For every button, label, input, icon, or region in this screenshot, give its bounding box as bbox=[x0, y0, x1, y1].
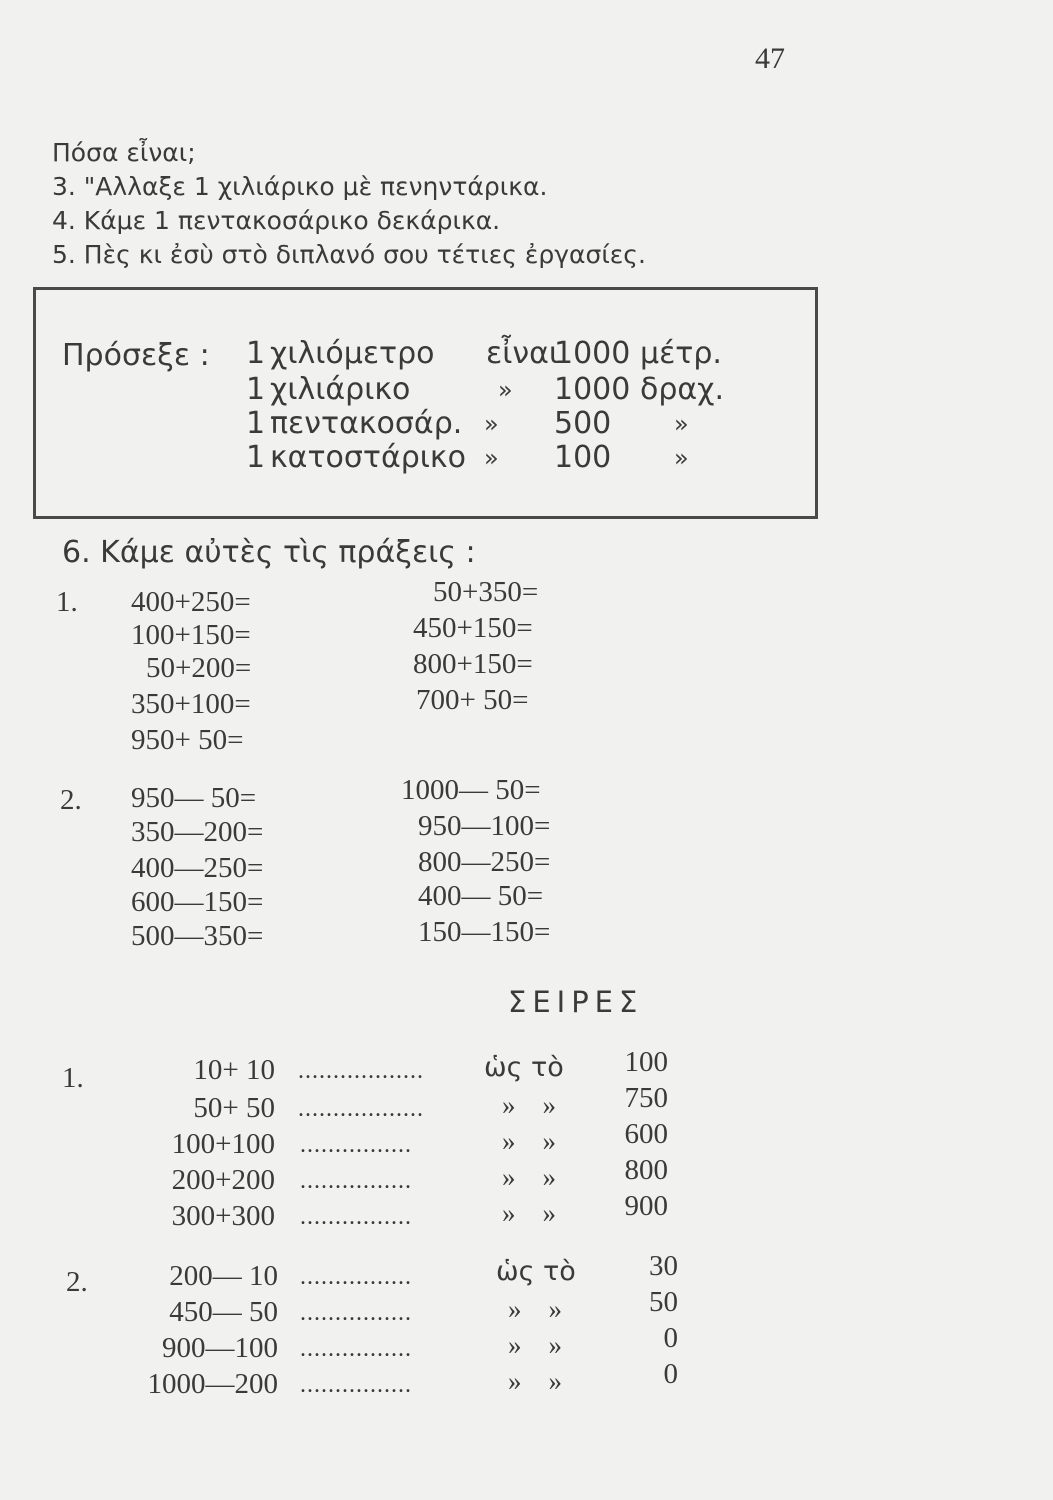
exercise: 950— 50= bbox=[131, 782, 257, 814]
series-value: 30 bbox=[649, 1250, 678, 1282]
row-qty: 1 bbox=[246, 372, 266, 407]
series-value: 600 bbox=[624, 1118, 668, 1150]
series-dots: ................ bbox=[300, 1372, 412, 1398]
exercise: 50+200= bbox=[146, 652, 252, 684]
series-value: 100 bbox=[624, 1046, 668, 1078]
exercise: 700+ 50= bbox=[416, 684, 529, 716]
row-amount: 1000 bbox=[554, 336, 631, 371]
attention-label: Πρόσεξε : bbox=[62, 338, 210, 373]
exercise: 500—350= bbox=[131, 920, 264, 952]
group-number: 1. bbox=[56, 586, 78, 618]
series-to: » » bbox=[502, 1126, 556, 1156]
series-to: ὡς τὸ bbox=[484, 1052, 564, 1083]
exercise: 150—150= bbox=[418, 916, 551, 948]
row-name: κατοστάρικο bbox=[270, 440, 466, 475]
series-value: 750 bbox=[624, 1082, 668, 1114]
row-amount: 1000 bbox=[554, 372, 631, 407]
series-to: » » bbox=[508, 1366, 562, 1396]
row-unit: » bbox=[674, 410, 689, 438]
row-unit: δραχ. bbox=[640, 372, 725, 407]
question-line: 4. Κάμε 1 πεντακοσάρικο δεκάρικα. bbox=[52, 206, 501, 235]
series-to: » » bbox=[502, 1198, 556, 1228]
series-expr: 200+200 bbox=[171, 1164, 275, 1196]
exercise: 350—200= bbox=[131, 816, 264, 848]
exercise: 950—100= bbox=[418, 810, 551, 842]
series-value: 50 bbox=[649, 1286, 678, 1318]
row-verb: » bbox=[484, 410, 499, 438]
series-dots: .................. bbox=[298, 1058, 424, 1084]
series-to: » » bbox=[502, 1090, 556, 1120]
exercise: 400— 50= bbox=[418, 880, 544, 912]
row-amount: 100 bbox=[554, 440, 612, 475]
group-number: 2. bbox=[60, 784, 82, 816]
row-qty: 1 bbox=[246, 406, 266, 441]
row-name: πεντακοσάρ. bbox=[270, 406, 463, 441]
group-number: 1. bbox=[62, 1062, 84, 1094]
series-to: » » bbox=[508, 1294, 562, 1324]
exercise: 950+ 50= bbox=[131, 724, 244, 756]
series-dots: ................ bbox=[300, 1132, 412, 1158]
row-qty: 1 bbox=[246, 336, 266, 371]
page-number: 47 bbox=[755, 42, 785, 75]
exercise: 400—250= bbox=[131, 852, 264, 884]
exercise: 100+150= bbox=[131, 619, 251, 651]
series-to: ὡς τὸ bbox=[496, 1256, 576, 1287]
section-title: 6. Κάμε αὐτὲς τὶς πράξεις : bbox=[62, 535, 476, 570]
exercise: 600—150= bbox=[131, 886, 264, 918]
series-expr: 200— 10 bbox=[169, 1260, 278, 1292]
group-number: 2. bbox=[66, 1266, 88, 1298]
row-amount: 500 bbox=[554, 406, 612, 441]
series-expr: 50+ 50 bbox=[193, 1092, 275, 1124]
series-expr: 10+ 10 bbox=[193, 1054, 275, 1086]
exercise: 800—250= bbox=[418, 846, 551, 878]
series-to: » » bbox=[502, 1162, 556, 1192]
question-line: 3. "Αλλαξε 1 χιλιάρικο μὲ πενηντάρικα. bbox=[52, 172, 548, 201]
series-dots: ................ bbox=[300, 1168, 412, 1194]
row-verb: εἶναι bbox=[486, 336, 560, 371]
series-dots: ................ bbox=[300, 1336, 412, 1362]
series-dots: .................. bbox=[298, 1096, 424, 1122]
exercise: 350+100= bbox=[131, 688, 251, 720]
series-dots: ................ bbox=[300, 1300, 412, 1326]
row-name: χιλιόμετρο bbox=[270, 336, 435, 371]
exercise: 50+350= bbox=[433, 576, 539, 608]
row-verb: » bbox=[498, 376, 513, 404]
exercise: 1000— 50= bbox=[401, 774, 541, 806]
row-qty: 1 bbox=[246, 440, 266, 475]
series-to: » » bbox=[508, 1330, 562, 1360]
series-value: 0 bbox=[663, 1322, 678, 1354]
series-dots: ................ bbox=[300, 1204, 412, 1230]
series-expr: 1000—200 bbox=[147, 1368, 278, 1400]
row-name: χιλιάρικο bbox=[270, 372, 411, 407]
row-verb: » bbox=[484, 444, 499, 472]
exercise: 400+250= bbox=[131, 586, 251, 618]
series-expr: 300+300 bbox=[171, 1200, 275, 1232]
series-expr: 450— 50 bbox=[169, 1296, 278, 1328]
row-unit: μέτρ. bbox=[640, 336, 722, 371]
series-title: ΣΕΙΡΕΣ bbox=[508, 985, 644, 1019]
series-expr: 100+100 bbox=[171, 1128, 275, 1160]
question-line: 5. Πὲς κι ἐσὺ στὸ διπλανό σου τέτιες ἐργασίες. bbox=[52, 240, 646, 269]
series-expr: 900—100 bbox=[162, 1332, 278, 1364]
series-value: 800 bbox=[624, 1154, 668, 1186]
row-unit: » bbox=[674, 444, 689, 472]
series-value: 0 bbox=[663, 1358, 678, 1390]
question-line: Πόσα εἶναι; bbox=[52, 138, 196, 167]
series-dots: ................ bbox=[300, 1264, 412, 1290]
exercise: 800+150= bbox=[413, 648, 533, 680]
series-value: 900 bbox=[624, 1190, 668, 1222]
exercise: 450+150= bbox=[413, 612, 533, 644]
